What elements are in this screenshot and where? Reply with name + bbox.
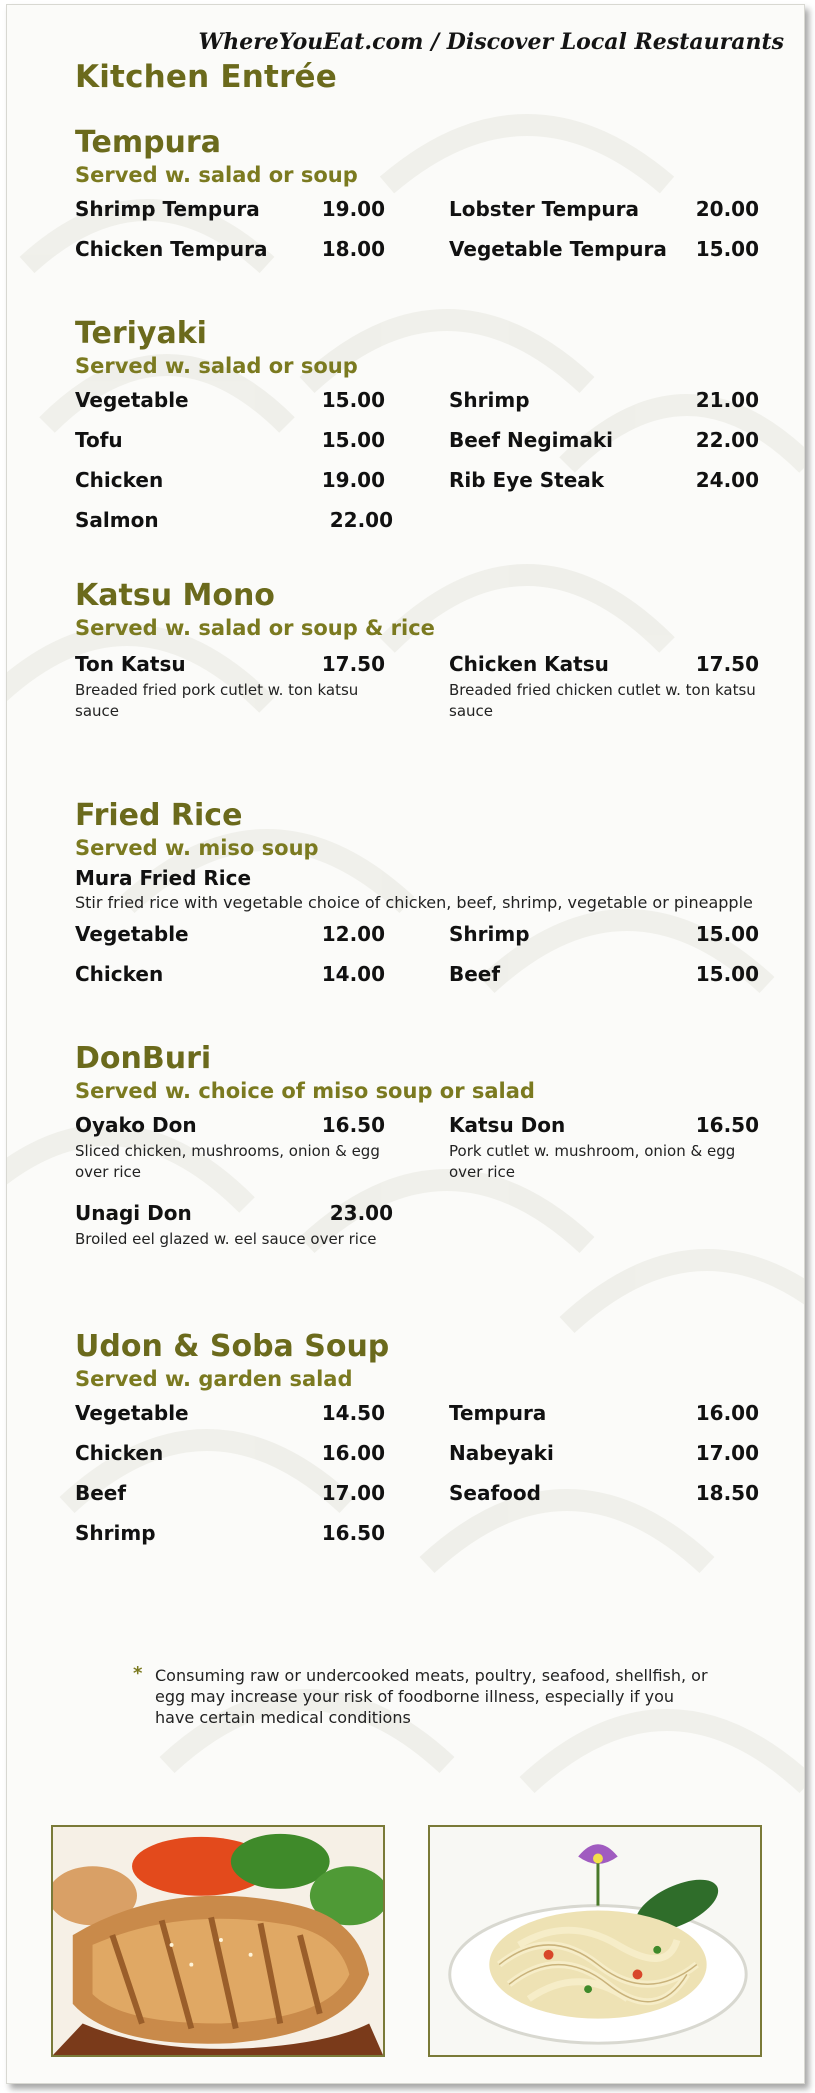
item-description: Stir fried rice with vegetable choice of chicken, beef, shrimp, vegetable or pineapple — [75, 893, 753, 912]
menu-item — [75, 1481, 385, 1509]
item-price: 24.00 — [695, 468, 759, 492]
section-title: Katsu Mono — [75, 578, 275, 613]
item-price: 22.00 — [695, 428, 759, 452]
item-price: 15.00 — [321, 428, 385, 452]
item-name: Chicken — [75, 468, 164, 492]
item-price: 17.50 — [695, 652, 759, 676]
item-name: Shrimp Tempura — [75, 197, 260, 221]
item-price: 19.00 — [321, 197, 385, 221]
teriyaki-dish-image — [53, 1827, 383, 2055]
item-name: Beef — [449, 962, 501, 986]
menu-item — [75, 652, 385, 722]
item-name: Beef Negimaki — [449, 428, 614, 452]
menu-item — [75, 922, 385, 950]
teriyaki-dish-photo — [51, 1825, 385, 2057]
disclaimer-text: Consuming raw or undercooked meats, poultry, seafood, shellfish, or egg may increase your risk of foodborne illness, especially if you have certain medical conditions — [155, 1666, 708, 1727]
section-title: Fried Rice — [75, 798, 243, 833]
item-name: Vegetable — [75, 388, 189, 412]
item-name: Shrimp — [75, 1521, 156, 1545]
item-price: 14.50 — [321, 1401, 385, 1425]
item-name: Chicken Tempura — [75, 237, 268, 261]
menu-item — [449, 1441, 759, 1469]
item-name: Chicken Katsu — [449, 652, 609, 676]
menu-item — [75, 197, 385, 225]
section-subtitle: Served w. salad or soup — [75, 354, 358, 378]
section-subtitle: Served w. salad or soup — [75, 163, 358, 187]
item-name: Katsu Don — [449, 1113, 566, 1137]
section-subtitle: Served w. choice of miso soup or salad — [75, 1079, 535, 1103]
menu-item — [75, 468, 385, 496]
item-name: Oyako Don — [75, 1113, 197, 1137]
asterisk-mark: * — [133, 1663, 143, 1684]
section-title: DonBuri — [75, 1041, 212, 1076]
item-price: 16.50 — [321, 1113, 385, 1137]
item-name: Rib Eye Steak — [449, 468, 605, 492]
section-title: Teriyaki — [75, 316, 207, 351]
menu-item — [449, 1401, 759, 1429]
menu-item — [449, 652, 759, 722]
site-banner: WhereYouEat.com / Discover Local Restaurants — [198, 29, 784, 55]
item-name: Lobster Tempura — [449, 197, 639, 221]
section-fried-rice — [75, 798, 775, 994]
item-name: Chicken — [75, 962, 164, 986]
item-price: 16.00 — [321, 1441, 385, 1465]
item-name: Chicken — [75, 1441, 164, 1465]
item-price: 18.00 — [321, 237, 385, 261]
menu-item — [449, 428, 759, 456]
item-price: 17.00 — [321, 1481, 385, 1505]
item-price: 15.00 — [321, 388, 385, 412]
menu-item — [75, 1441, 385, 1469]
item-price: 15.00 — [695, 922, 759, 946]
menu-item — [449, 1481, 759, 1509]
item-name: Nabeyaki — [449, 1441, 554, 1465]
section-udon-soba — [75, 1329, 775, 1563]
item-price: 21.00 — [695, 388, 759, 412]
menu-item — [75, 237, 385, 265]
menu-item — [449, 388, 759, 416]
item-name: Seafood — [449, 1481, 541, 1505]
item-description: Broiled eel glazed w. eel sauce over rice — [75, 1230, 377, 1248]
menu-item — [75, 428, 385, 456]
item-name: Unagi Don — [75, 1201, 192, 1225]
menu-page — [6, 4, 805, 2084]
item-name: Vegetable Tempura — [449, 237, 667, 261]
item-description: Pork cutlet w. mushroom, onion & egg over rice — [449, 1142, 736, 1181]
menu-item — [75, 1521, 385, 1549]
udon-dish-photo — [428, 1825, 762, 2057]
item-description: Breaded fried chicken cutlet w. ton katsu sauce — [449, 681, 756, 720]
item-price: 16.50 — [321, 1521, 385, 1545]
item-name: Tempura — [449, 1401, 547, 1425]
menu-item — [449, 197, 759, 225]
item-name: Beef — [75, 1481, 127, 1505]
menu-title: Kitchen Entrée — [75, 59, 338, 95]
item-name: Salmon — [75, 508, 159, 532]
item-price: 19.00 — [321, 468, 385, 492]
item-name: Vegetable — [75, 922, 189, 946]
sub-heading: Mura Fried Rice — [75, 866, 252, 890]
item-price: 17.00 — [695, 1441, 759, 1465]
item-price: 23.00 — [329, 1201, 393, 1225]
item-description: Sliced chicken, mushrooms, onion & egg over rice — [75, 1142, 380, 1181]
item-name: Shrimp — [449, 388, 530, 412]
menu-item — [75, 1113, 385, 1183]
menu-item — [75, 1401, 385, 1429]
item-description: Breaded fried pork cutlet w. ton katsu sauce — [75, 681, 359, 720]
menu-item — [75, 508, 393, 536]
item-name: Ton Katsu — [75, 652, 186, 676]
menu-item — [449, 962, 759, 990]
item-price: 16.00 — [695, 1401, 759, 1425]
item-price: 17.50 — [321, 652, 385, 676]
item-price: 18.50 — [695, 1481, 759, 1505]
section-subtitle: Served w. garden salad — [75, 1367, 353, 1391]
item-name: Vegetable — [75, 1401, 189, 1425]
menu-item — [449, 922, 759, 950]
food-safety-disclaimer — [133, 1665, 713, 1728]
menu-item — [449, 468, 759, 496]
menu-item — [75, 1201, 393, 1250]
section-title: Tempura — [75, 125, 221, 160]
item-price: 20.00 — [695, 197, 759, 221]
udon-dish-image — [430, 1827, 760, 2055]
item-price: 12.00 — [321, 922, 385, 946]
menu-item — [449, 237, 759, 265]
item-name: Tofu — [75, 428, 123, 452]
menu-item — [75, 388, 385, 416]
section-title: Udon & Soba Soup — [75, 1329, 390, 1364]
item-price: 15.00 — [695, 237, 759, 261]
section-subtitle: Served w. miso soup — [75, 836, 319, 860]
menu-item — [449, 1113, 759, 1183]
item-price: 15.00 — [695, 962, 759, 986]
item-price: 14.00 — [321, 962, 385, 986]
section-katsu-mono — [75, 578, 775, 732]
section-tempura — [75, 125, 775, 269]
section-subtitle: Served w. salad or soup & rice — [75, 616, 435, 640]
menu-item — [75, 962, 385, 990]
item-price: 22.00 — [329, 508, 393, 532]
section-teriyaki — [75, 316, 775, 550]
item-price: 16.50 — [695, 1113, 759, 1137]
item-name: Shrimp — [449, 922, 530, 946]
section-donburi — [75, 1041, 775, 1275]
